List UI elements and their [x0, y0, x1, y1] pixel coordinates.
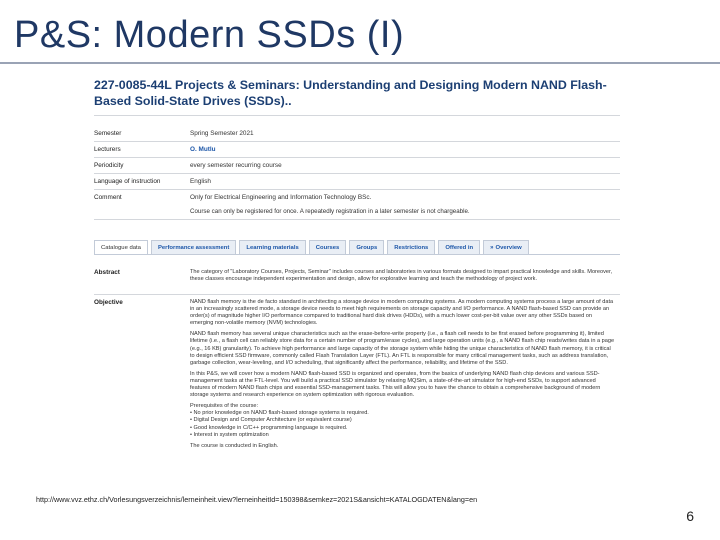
course-title: 227-0085-44L Projects & Seminars: Understanding and Designing Modern NAND Flash-Based Solid-State Drives (SSDs).. [94, 78, 607, 108]
abstract-label: Abstract [94, 269, 120, 276]
tab-catalogue-data[interactable]: Catalogue data [94, 240, 148, 255]
tab-overview[interactable] [483, 240, 529, 255]
lecturer-link[interactable]: O. Mutlu [190, 146, 216, 153]
prereq-title: Prerequisites of the course: [190, 403, 259, 410]
info-row-periodicity [94, 160, 620, 172]
list-item: • Good knowledge in C/C++ programming language is required. [190, 424, 348, 431]
comment-extra: Course can only be registered for once. A repeatedly registration in a later semester is not chargeable. [190, 208, 470, 215]
tab-bar [94, 240, 529, 255]
course-catalogue-screenshot [88, 73, 628, 498]
tab-overview-label: Overview [495, 245, 522, 251]
info-value: Spring Semester 2021 [190, 130, 254, 137]
prereq-list [190, 410, 616, 438]
divider [94, 219, 620, 220]
tab-performance-assessment[interactable]: Performance assessment [151, 240, 236, 255]
objective-label: Objective [94, 299, 123, 306]
divider [94, 157, 620, 158]
info-row-lecturers [94, 144, 620, 156]
info-label: Comment [94, 194, 122, 201]
abstract-paragraph: The category of "Laboratory Courses, Projects, Seminar" includes courses and laboratories in various formats designed to impart practical knowledge and skills. Moreover, these classes encourage independent experimentation and design, allow for explorative learning and teach the methodology of project work. [190, 269, 613, 283]
page-number: 6 [686, 508, 694, 524]
double-chevron-right-icon: » [490, 245, 494, 251]
info-row-comment [94, 192, 620, 204]
info-value: English [190, 178, 211, 185]
tab-courses[interactable]: Courses [309, 240, 347, 255]
objective-paragraph: NAND flash memory is the de facto standard in architecting a storage device in modern computing systems. As modern computing systems process a large amount of data in an increasingly scattered mode, a storage device needs to meet high requirements on storage capacity and I/O performance. A NAND flash-based SSD can provide an order(s) of magnitude higher I/O performance compared to traditional hard disk drives (HDDs), with a much lower cost-per-bit value over any other SSDs based on emerging non-volatile memory (NVM) technologies. [190, 299, 614, 327]
tab-baseline [94, 254, 620, 255]
divider [94, 115, 620, 116]
info-value: Only for Electrical Engineering and Information Technology BSc. [190, 194, 372, 201]
title-rule [0, 62, 720, 64]
info-label: Semester [94, 130, 122, 137]
source-url[interactable]: http://www.vvz.ethz.ch/Vorlesungsverzeichnis/lerneinheit.view?lerneinheitId=150398&semkez=2021S&ansicht=KATALOGDATEN&lang=en [36, 495, 478, 504]
objective-paragraph: NAND flash memory has several unique characteristics such as the erase-before-write property (i.e., a flash cell needs to be first erased before programming it), limited lifetime (i.e., a flash cell can reliably store data for a certain number of program/erase cycles), and large operation units (e.g., a NAND flash chip reads/writes data in a page (e.g., 16 KB) granularity). To achieve high performance and large capacity of the storage system while hiding the unique characteristics of NAND flash memory, it is critical to design efficient SSD firmware, commonly called Flash Translation Layer (FTL). An FTL is responsible for many critical management tasks, such as address translation, garbage collection, wear-leveling, and I/O scheduling, that significantly affect the performance, reliability, and lifetime of the SSD. [190, 331, 615, 366]
objective-text [190, 299, 616, 454]
abstract-text [190, 269, 616, 287]
tab-groups[interactable]: Groups [349, 240, 384, 255]
info-row-semester [94, 128, 620, 140]
divider [94, 294, 620, 295]
info-label: Periodicity [94, 162, 124, 169]
info-row-language [94, 176, 620, 188]
list-item: • Digital Design and Computer Architecture (or equivalent course) [190, 417, 352, 424]
tab-offered-in[interactable]: Offered in [438, 240, 480, 255]
list-item: • Interest in system optimization [190, 431, 269, 438]
objective-paragraph: In this P&S, we will cover how a modern NAND flash-based SSD is organized and operates, from the basics of underlying NAND flash chip devices and various SSD-management tasks at the FTL-level. You will build a practical SSD simulator by relaxing MQSim, a state-of-the-art simulator for high-end SSDs, to support advanced features of modern NAND flash chips and essential SSD-management tasks. This will allow you to have the chance to obtain a comprehensive background of modern storage systems and research experience on system optimization with rigorous evaluation. [190, 370, 601, 399]
list-item: • No prior knowledge on NAND flash-based storage systems is required. [190, 410, 369, 417]
slide-title: P&S: Modern SSDs (I) [14, 14, 405, 56]
closing-note: The course is conducted in English. [190, 442, 279, 449]
tab-restrictions[interactable]: Restrictions [387, 240, 435, 255]
tab-learning-materials[interactable]: Learning materials [239, 240, 305, 255]
divider [94, 141, 620, 142]
divider [94, 189, 620, 190]
info-value: every semester recurring course [190, 162, 282, 169]
info-label: Lecturers [94, 146, 121, 153]
info-label: Language of instruction [94, 178, 161, 185]
divider [94, 173, 620, 174]
